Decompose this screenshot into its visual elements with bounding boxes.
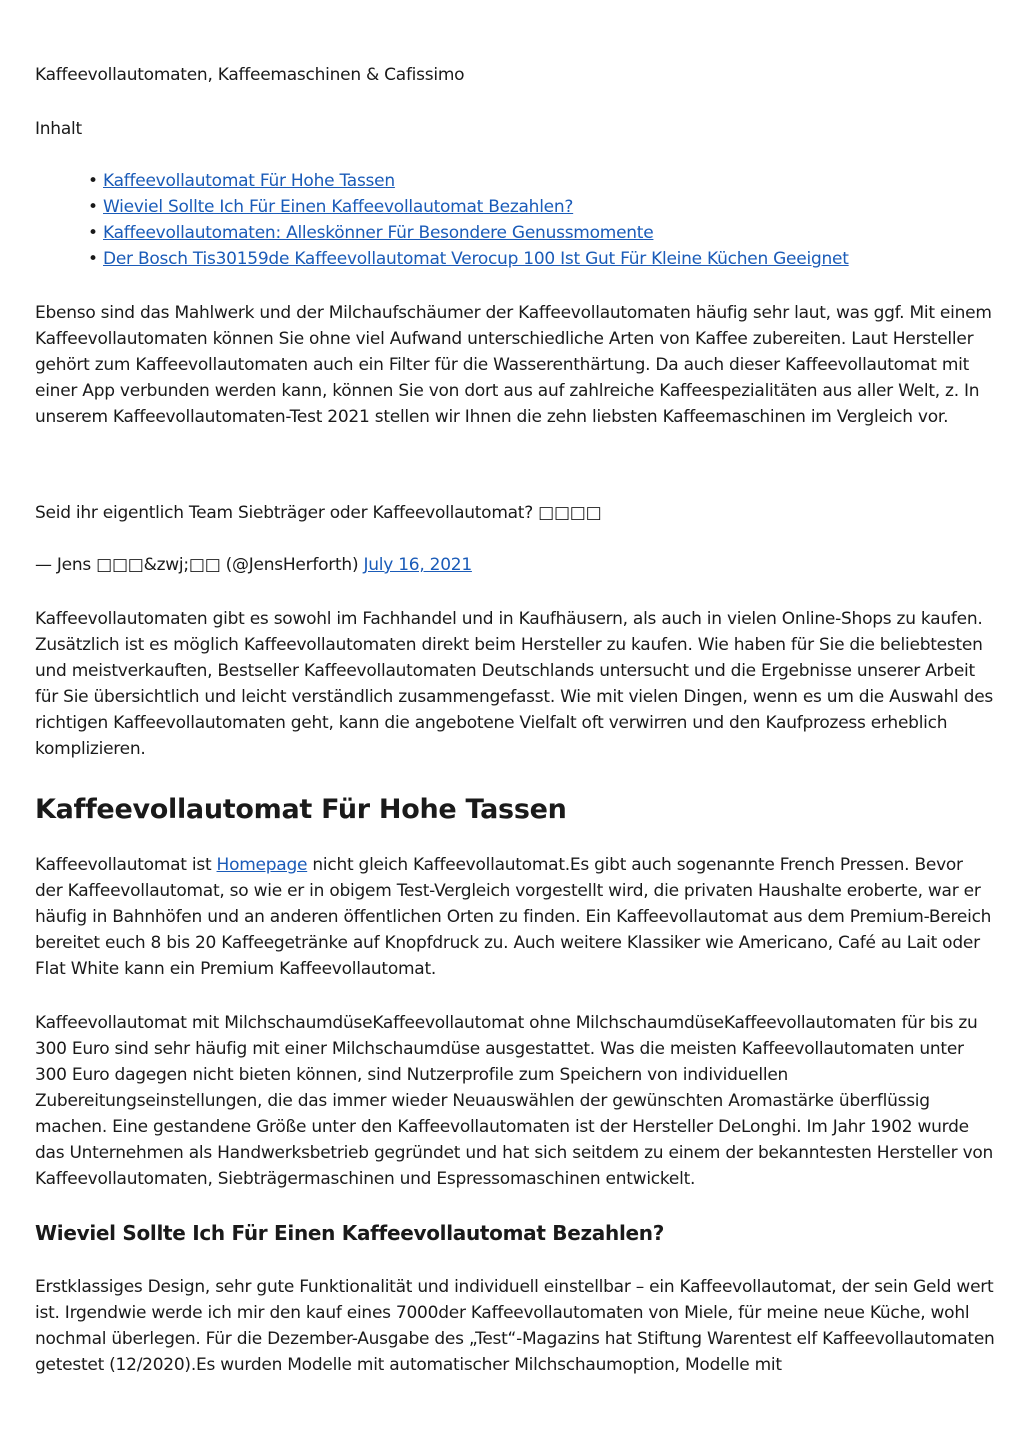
paragraph-design: Erstklassiges Design, sehr gute Funktionalität und individuell einstellbar – ein Kaffeevollautomat, der sein Geld wert ist. Irgendwie werde ich mir den kauf eines 7000der Kaffeevollautomaten von Miele, für meine neue Küche, wohl nochmal überlegen. Für die Dezember-Ausgabe des „Test“-Magazins hat Stiftung Warentest elf Kaffeevollautomaten getestet (12/2020).Es wurden Modelle mit automatischer Milchschaumoption, Modelle mit bbox=[35, 1277, 995, 1375]
embedded-quote-attribution bbox=[35, 552, 995, 578]
toc-heading: Inhalt bbox=[35, 119, 82, 139]
toc-link-bosch[interactable]: Der Bosch Tis30159de Kaffeevollautomat Verocup 100 Ist Gut Für Kleine Küchen Geeignet bbox=[103, 249, 849, 269]
toc-link-alleskoenner[interactable]: Kaffeevollautomaten: Alleskönner Für Besondere Genussmomente bbox=[103, 223, 654, 243]
toc-link-hohe-tassen[interactable]: Kaffeevollautomat Für Hohe Tassen bbox=[103, 171, 395, 191]
toc-item bbox=[103, 246, 995, 272]
paragraph-text: nicht gleich Kaffeevollautomat.Es gibt auch sogenannte French Pressen. Bevor der Kaffeevollautomat, so wie er in obigem Test-Vergleich vorgestellt wird, die privaten Haushalte eroberte, war er häufig in Bahnhöfen und an anderen öffentlichen Orten zu finden. Ein Kaffeevollautomat aus dem Premium-Bereich bereitet euch 8 bis 20 Kaffeegetränke auf Knopfdruck zu. Auch weitere Klassiker wie Americano, Café au Lait oder Flat White kann ein Premium Kaffeevollautomat. bbox=[35, 855, 992, 979]
table-of-contents bbox=[35, 168, 995, 272]
section-heading-hohe-tassen: Kaffeevollautomat Für Hohe Tassen bbox=[35, 794, 567, 825]
toc-item bbox=[103, 168, 995, 194]
document-page bbox=[35, 62, 995, 1406]
paragraph-text: Kaffeevollautomat ist bbox=[35, 855, 217, 875]
embedded-quote-text: Seid ihr eigentlich Team Siebträger oder Kaffeevollautomat? □□□□ bbox=[35, 503, 602, 523]
toc-link-bezahlen[interactable]: Wieviel Sollte Ich Für Einen Kaffeevollautomat Bezahlen? bbox=[103, 197, 574, 217]
document-title: Kaffeevollautomaten, Kaffeemaschinen & Cafissimo bbox=[35, 65, 465, 85]
paragraph-homepage bbox=[35, 852, 995, 982]
toc-item bbox=[103, 194, 995, 220]
paragraph-milchschaum: Kaffeevollautomat mit MilchschaumdüseKaffeevollautomat ohne MilchschaumdüseKaffeevollautomaten für bis zu 300 Euro sind sehr häufig mit einer Milchschaumdüse ausgestattet. Was die meisten Kaffeevollautomaten unter 300 Euro dagegen nicht bieten können, sind Nutzerprofile zum Speichern von individuellen Zubereitungseinstellungen, die das immer wieder Neuauswählen der gewünschten Aromastärke überflüssig machen. Eine gestandene Größe unter den Kaffeevollautomaten ist der Hersteller DeLonghi. Im Jahr 1902 wurde das Unternehmen als Handwerksbetrieb gegründet und hat sich seitdem zu einem der bekanntesten Hersteller von Kaffeevollautomaten, Siebträgermaschinen und Espressomaschinen entwickelt. bbox=[35, 1013, 994, 1189]
paragraph-shops: Kaffeevollautomaten gibt es sowohl im Fachhandel und in Kaufhäusern, als auch in vielen Online-Shops zu kaufen. Zusätzlich ist es möglich Kaffeevollautomaten direkt beim Hersteller zu kaufen. Wie haben für Sie die beliebtesten und meistverkauften, Bestseller Kaffeevollautomaten Deutschlands untersucht und die Ergebnisse unserer Arbeit für Sie übersichtlich und leicht verständlich zusammengefasst. Wie mit vielen Dingen, wenn es um die Auswahl des richtigen Kaffeevollautomaten geht, kann die angebotene Vielfalt oft verwirren und den Kaufprozess erheblich komplizieren. bbox=[35, 609, 994, 759]
paragraph-intro: Ebenso sind das Mahlwerk und der Milchaufschäumer der Kaffeevollautomaten häufig sehr laut, was ggf. Mit einem Kaffeevollautomaten können Sie ohne viel Aufwand unterschiedliche Arten von Kaffee zubereiten. Laut Hersteller gehört zum Kaffeevollautomaten auch ein Filter für die Wasserenthärtung. Da auch dieser Kaffeevollautomat mit einer App verbunden werden kann, können Sie von dort aus auf zahlreiche Kaffeespezialitäten aus aller Welt, z. In unserem Kaffeevollautomaten-Test 2021 stellen wir Ihnen die zehn liebsten Kaffeemaschinen im Vergleich vor. bbox=[35, 303, 992, 427]
section-heading-bezahlen: Wieviel Sollte Ich Für Einen Kaffeevollautomat Bezahlen? bbox=[35, 1221, 665, 1245]
quote-author: — Jens □□□&zwj;□□ (@JensHerforth) bbox=[35, 555, 364, 575]
spacer bbox=[35, 458, 995, 500]
quote-date-link[interactable]: July 16, 2021 bbox=[363, 555, 472, 575]
toc-item bbox=[103, 220, 995, 246]
homepage-link[interactable]: Homepage bbox=[216, 855, 308, 875]
